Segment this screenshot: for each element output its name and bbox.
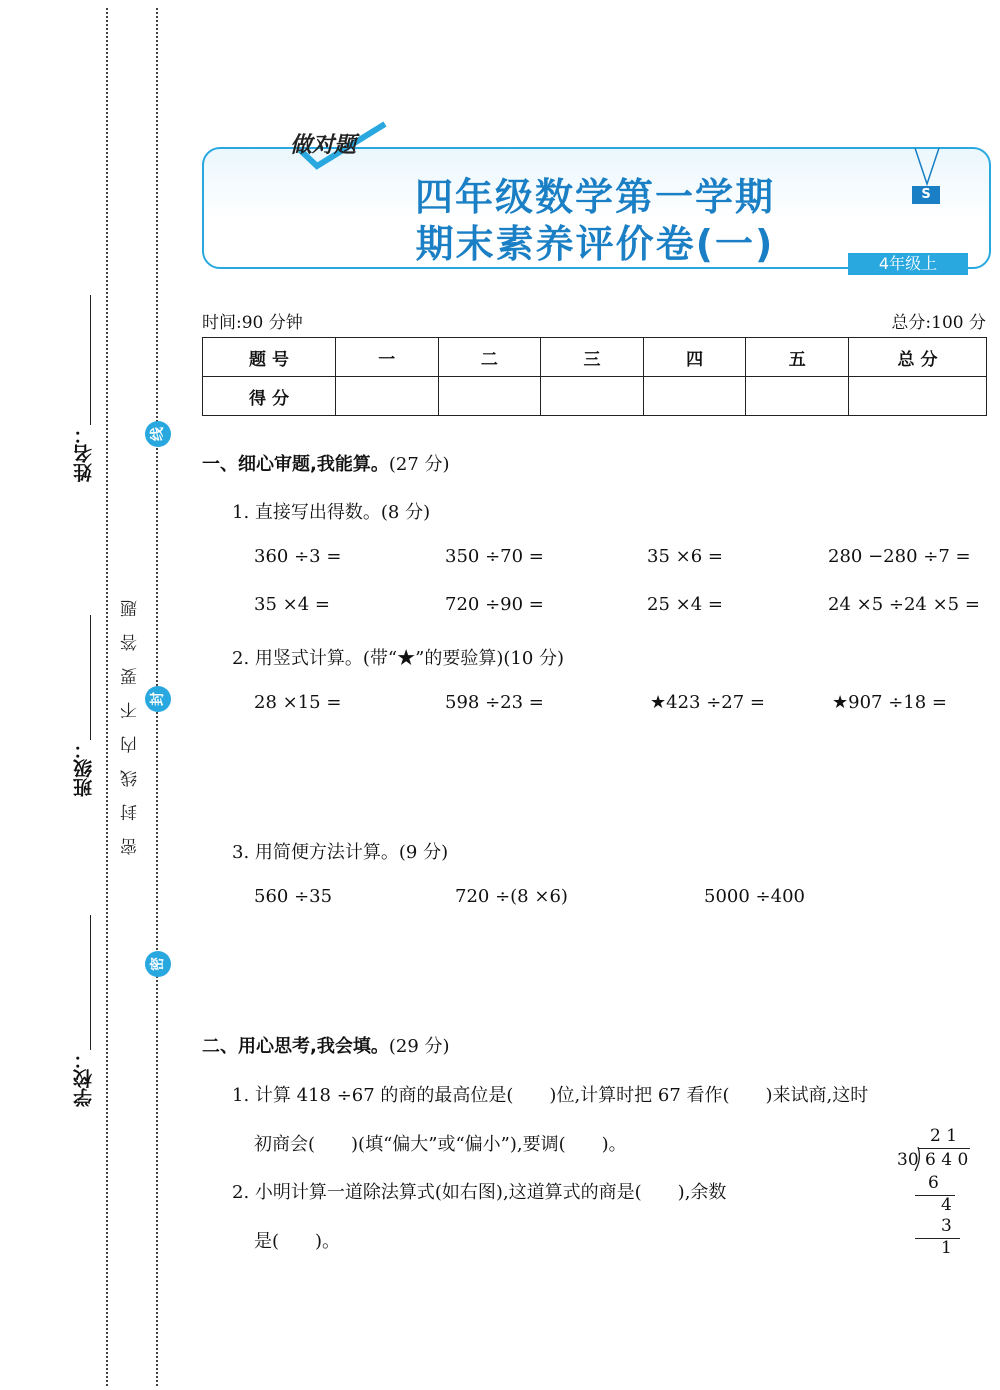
division-remainder: 1 (941, 1238, 952, 1258)
name-label: 姓名： (73, 425, 95, 482)
binding-dotted-line-outer (106, 8, 108, 1386)
s2-q1-line1: 1. 计算 418 ÷67 的商的最高位是( )位,计算时把 67 看作( )来试商,这时 (232, 1085, 869, 1106)
seal-circle-feng: 封 (145, 686, 171, 712)
division-step: 6 (928, 1173, 939, 1193)
header-cell: 题 号 (203, 338, 336, 377)
section2-points: (29 分) (388, 1036, 450, 1057)
header-cell: 一 (336, 338, 439, 377)
name-field[interactable] (90, 295, 91, 425)
score-cell[interactable] (438, 377, 541, 416)
s1-q2-expr: ★423 ÷27 = (650, 692, 766, 713)
class-field[interactable] (90, 615, 91, 740)
title-line1: 四年级数学第一学期 (414, 175, 775, 219)
division-quotient: 2 1 (930, 1126, 958, 1146)
s1-q1-expr: 350 ÷70 = (445, 546, 544, 567)
s2-q2-line1: 2. 小明计算一道除法算式(如右图),这道算式的商是( ),余数 (232, 1182, 727, 1203)
time-info: 时间:90 分钟 (202, 313, 303, 333)
s1-q2-expr: 598 ÷23 = (445, 692, 544, 713)
s2-q1-line2: 初商会( )(填“偏大”或“偏小”),要调( )。 (254, 1134, 627, 1155)
s1-q2-title: 2. 用竖式计算。(带“★”的要验算)(10 分) (232, 648, 565, 669)
s1-q1-expr: 280 −280 ÷7 = (828, 546, 971, 567)
section1-heading: 一、细心审题,我能算。 (202, 454, 389, 475)
division-bar (918, 1148, 970, 1149)
s1-q1-expr: 720 ÷90 = (445, 594, 544, 615)
score-cell[interactable] (336, 377, 439, 416)
section2-title (202, 1032, 450, 1058)
grade-badge: 4年级上 (848, 253, 968, 275)
division-step: 3 (941, 1216, 952, 1236)
s1-q1-expr: 360 ÷3 = (254, 546, 342, 567)
header-cell: 三 (541, 338, 644, 377)
s1-q1-expr: 35 ×4 = (254, 594, 330, 615)
seal-circle-xian: 线 (145, 421, 171, 447)
score-cell[interactable] (541, 377, 644, 416)
s1-q1-expr: 35 ×6 = (647, 546, 723, 567)
header-cell: 五 (746, 338, 849, 377)
tag-label: 做对题 (290, 133, 357, 158)
score-table-score-row (203, 377, 987, 416)
class-label: 班级： (73, 740, 95, 797)
s1-q1-title: 1. 直接写出得数。(8 分) (232, 502, 431, 523)
division-dividend: 6 4 0 (925, 1150, 969, 1170)
score-cell[interactable] (849, 377, 987, 416)
s1-q1-expr: 25 ×4 = (647, 594, 723, 615)
total-score-info: 总分:100 分 (891, 313, 986, 333)
header-cell: 二 (438, 338, 541, 377)
score-table-header-row (203, 338, 987, 377)
division-line (915, 1238, 960, 1239)
school-field[interactable] (90, 915, 91, 1050)
s-badge: S (912, 186, 940, 204)
section1-title (202, 450, 450, 476)
seal-circle-mi: 密 (145, 951, 171, 977)
division-divisor: 30 (897, 1150, 919, 1170)
s2-q2-line2: 是( )。 (254, 1231, 341, 1252)
score-cell[interactable] (746, 377, 849, 416)
s1-q2-expr: 28 ×15 = (254, 692, 342, 713)
school-label: 学校： (73, 1050, 95, 1107)
section1-points: (27 分) (388, 454, 450, 475)
s1-q1-expr: 24 ×5 ÷24 ×5 = (828, 594, 980, 615)
lanyard-icon (912, 148, 942, 188)
division-step: 4 (941, 1195, 952, 1215)
s1-q2-expr: ★907 ÷18 = (832, 692, 948, 713)
title-line2: 期末素养评价卷(一) (415, 222, 775, 266)
section2-heading: 二、用心思考,我会填。 (202, 1036, 389, 1057)
s1-q3-expr: 560 ÷35 (254, 886, 333, 907)
seal-warning-text: 密封线内不要答题 (121, 583, 141, 855)
s1-q3-expr: 720 ÷(8 ×6) (455, 886, 568, 907)
header-cell: 四 (643, 338, 746, 377)
score-cell[interactable] (643, 377, 746, 416)
s1-q3-expr: 5000 ÷400 (704, 886, 805, 907)
header-cell: 总 分 (849, 338, 987, 377)
score-table (202, 337, 987, 416)
s1-q3-title: 3. 用简便方法计算。(9 分) (232, 842, 449, 863)
row-label: 得 分 (203, 377, 336, 416)
